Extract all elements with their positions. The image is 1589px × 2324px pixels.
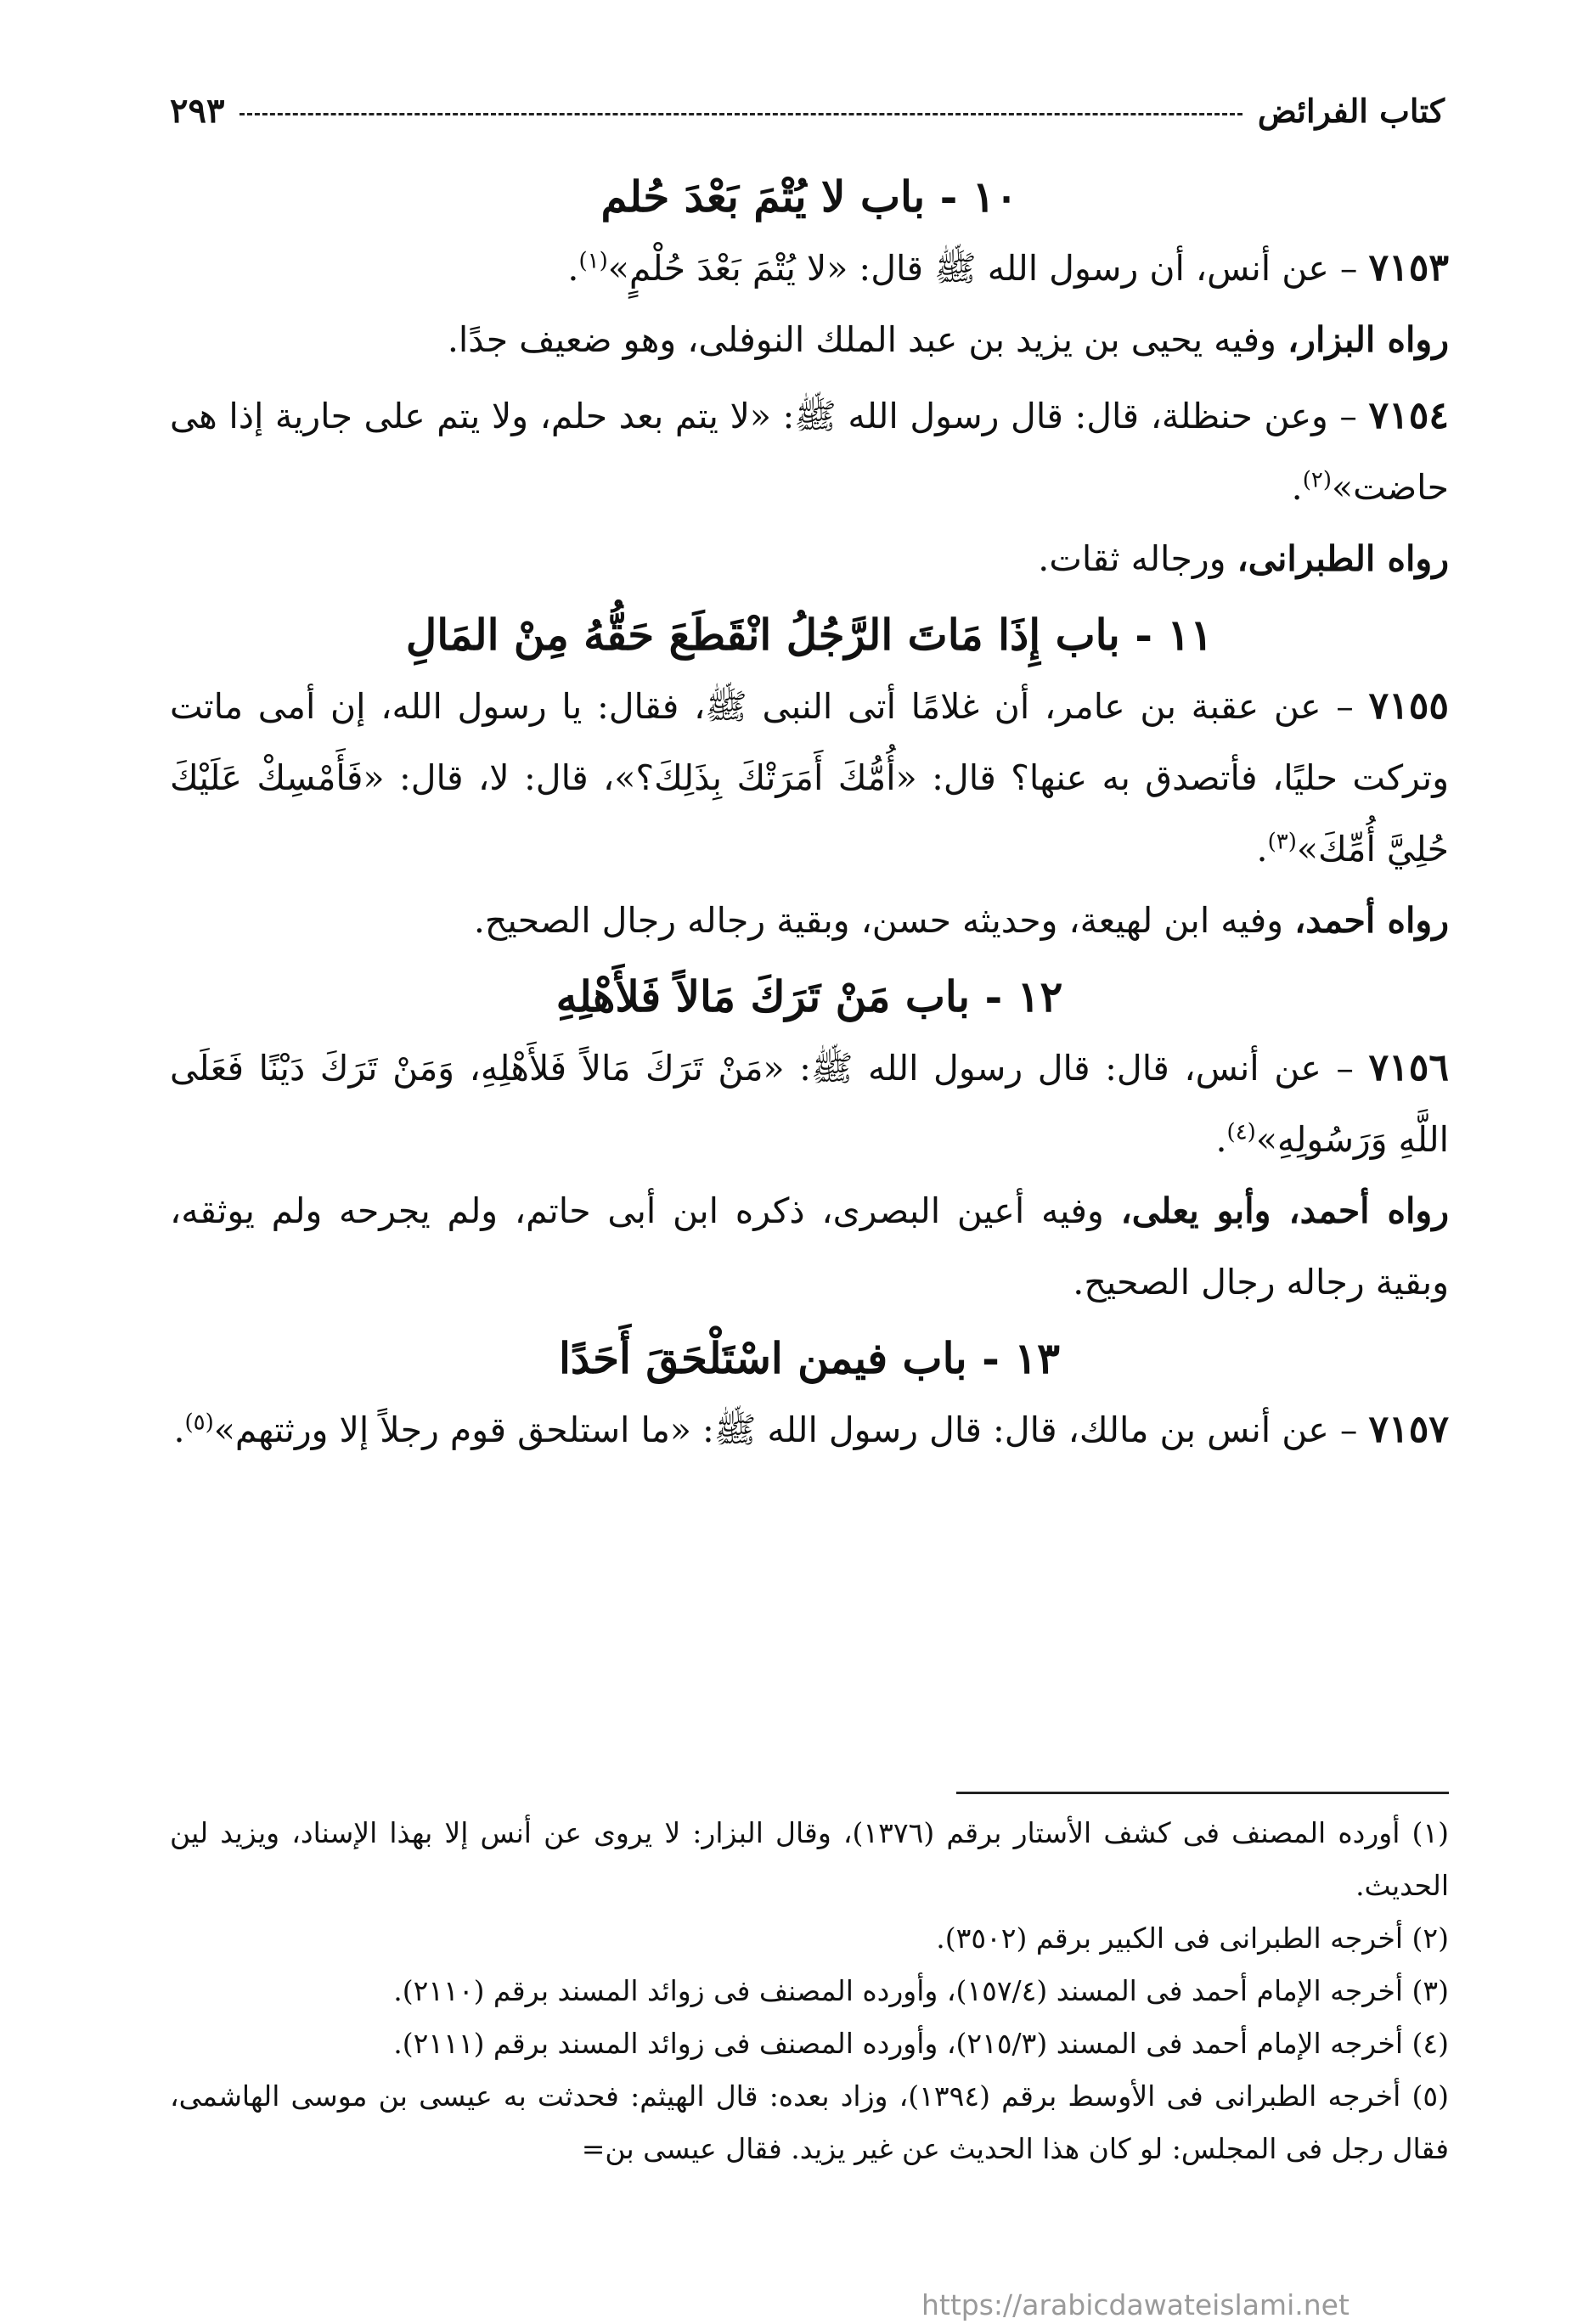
hadith-number: ٧١٥٦ [1368, 1046, 1449, 1089]
narration-text: ورجاله ثقات. [1038, 538, 1237, 579]
hadith-7153 [170, 233, 1449, 304]
hadith-text: – عن عقبة بن عامر، أن غلامًا أتى النبى ﷺ، فقال: يا رسول الله، إن أمى ماتت وتركت حليًا، فأتصدق به عنها؟ قال: «أُمُّكَ أَمَرَتْكَ بِذَلِكَ؟»، قال: لا، قال: «فَأَمْسِكْ عَلَيْكَ حُلِيَّ أُمِّكَ» [170, 686, 1449, 869]
narration-text: وفيه يحيى بن يزيد بن عبد الملك النوفلى، وهو ضعيف جدًا. [447, 319, 1288, 360]
footnote-4: (٤) أخرجه الإمام أحمد فى المسند (٢١٥/٣)، وأورده المصنف فى زوائد المسند برقم (٢١١١). [393, 2027, 1449, 2060]
footnote-5: (٥) أخرجه الطبرانى فى الأوسط برقم (١٣٩٤)، وزاد بعده: قال الهيثم: فحدثت به عيسى بن موسى الهاشمى، فقال رجل فى المجلس: لو كان هذا الحديث عن غير يزيد. فقال عيسى بن= [170, 2079, 1449, 2165]
narrator-source: رواه أحمد، وأبو يعلى، [1120, 1190, 1449, 1231]
book-chapter-title: كتاب الفرائض [1257, 91, 1445, 130]
narration-7153 [170, 304, 1449, 375]
footnote-ref: (٢) [1302, 467, 1332, 493]
hadith-end: . [1215, 1119, 1227, 1160]
footnote-ref: (٤) [1226, 1119, 1256, 1145]
hadith-number: ٧١٥٤ [1368, 394, 1449, 437]
footnote-1: (١) أورده المصنف فى كشف الأستار برقم (١٣٧٦)، وقال البزار: لا يروى عن أنس إلا بهذا الإسناد، ويزيد لين الحديث. [170, 1816, 1449, 1902]
narration-text: وفيه أعين البصرى، ذكره ابن أبى حاتم، ولم يجرحه ولم يوثقه، وبقية رجاله رجال الصحيح. [170, 1190, 1449, 1303]
footnote-separator [956, 1792, 1449, 1794]
hadith-number: ٧١٥٥ [1368, 684, 1449, 728]
chapter-heading-10: ١٠ - باب لا يُتْمَ بَعْدَ حُلم [600, 172, 1018, 222]
hadith-text: – عن أنس بن مالك، قال: قال رسول الله ﷺ: «ما استلحق قوم رجلاً إلا ورثتهم» [213, 1410, 1358, 1450]
narration-text: وفيه ابن لهيعة، وحديثه حسن، وبقية رجاله رجال الصحيح. [473, 900, 1295, 941]
hadith-text: – وعن حنظلة، قال: قال رسول الله ﷺ: «لا يتم بعد حلم، ولا يتم على جارية إذا هى حاضت» [170, 396, 1449, 508]
hadith-7154 [170, 380, 1449, 523]
chapter-heading-11: ١١ - باب إِذَا مَاتَ الرَّجُلُ انْقَطَعَ حَقُّهُ مِنْ المَالِ [405, 610, 1214, 660]
footnote-2: (٢) أخرجه الطبرانى فى الكبير برقم (٣٥٠٢). [936, 1922, 1449, 1955]
chapter-heading-12: ١٢ - باب مَنْ تَرَكَ مَالاً فَلأَهْلِهِ [555, 971, 1063, 1021]
footnotes [170, 1807, 1449, 2175]
hadith-text: – عن أنس، أن رسول الله ﷺ قال: «لا يُتْمَ بَعْدَ حُلْمٍ» [607, 248, 1358, 289]
page-number: ٢٩٣ [170, 90, 225, 131]
narration-7156 [170, 1175, 1449, 1318]
running-header [170, 85, 1445, 136]
main-text [170, 161, 1449, 1466]
hadith-number: ٧١٥٧ [1368, 1408, 1449, 1451]
narrator-source: رواه الطبرانى، [1237, 538, 1449, 579]
narration-7154 [170, 523, 1449, 594]
narrator-source: رواه البزار، [1287, 319, 1449, 360]
footnote-ref: (٥) [184, 1410, 214, 1436]
hadith-number: ٧١٥٣ [1368, 246, 1449, 290]
hadith-end: . [1256, 829, 1268, 869]
footnote-ref: (٣) [1267, 829, 1297, 855]
footnote-ref: (١) [578, 248, 608, 274]
chapter-heading-13: ١٣ - باب فيمن اسْتَلْحَقَ أَحَدًا [558, 1333, 1061, 1383]
hadith-end: . [173, 1410, 185, 1450]
hadith-end: . [1291, 467, 1303, 508]
header-dashed-rule [239, 113, 1242, 115]
hadith-7157 [170, 1394, 1449, 1466]
footnote-3: (٣) أخرجه الإمام أحمد فى المسند (١٥٧/٤)، وأورده المصنف فى زوائد المسند برقم (٢١١٠). [393, 1974, 1449, 2007]
hadith-7155 [170, 671, 1449, 885]
hadith-7156 [170, 1033, 1449, 1175]
hadith-end: . [567, 248, 579, 289]
site-watermark: https://arabicdawateislami.net [921, 2288, 1350, 2321]
narrator-source: رواه أحمد، [1294, 900, 1449, 941]
narration-7155 [170, 885, 1449, 956]
hadith-text: – عن أنس، قال: قال رسول الله ﷺ: «مَنْ تَرَكَ مَالاً فَلأَهْلِهِ، وَمَنْ تَرَكَ دَيْنًا فَعَلَى اللَّهِ وَرَسُولِهِ» [170, 1048, 1449, 1160]
